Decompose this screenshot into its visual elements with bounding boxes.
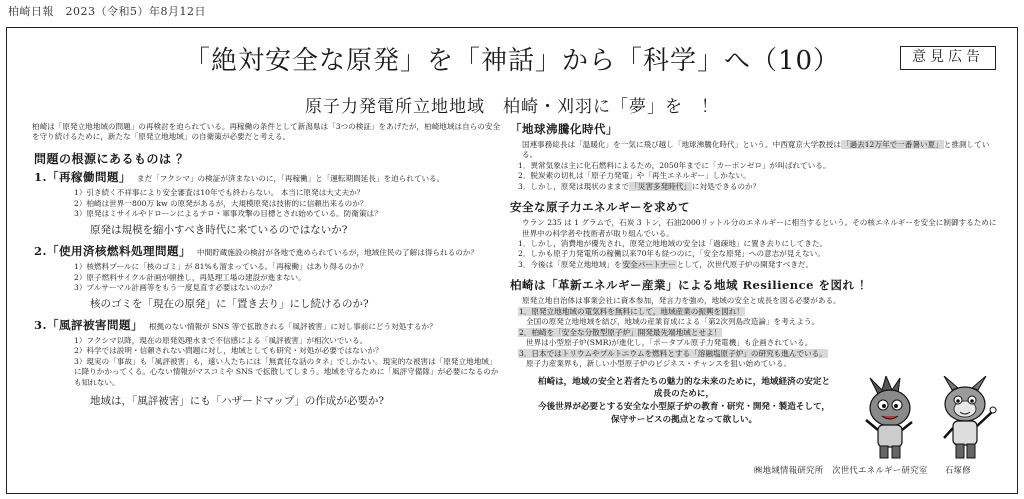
list-item: 全国の原発立地地域を結び，地域の産業育成による「第2次列島改造論」を考えよう。 <box>526 317 820 327</box>
section-conclusion: 地域は，「風評被害」にも「ハザードマップ」の作成が必要か? <box>90 395 384 408</box>
section-title: 1.「再稼働問題」 <box>34 170 132 185</box>
section-title: 「地球沸騰化時代」 <box>510 122 618 136</box>
list-item: 2）科学では説明・信頼されない問題に対し，地域としても研究・対処が必要ではないか？ <box>74 346 383 356</box>
list-item: 1）核燃料プールに「核のゴミ」が 81%も溜まっている。「再稼働」はあり得るのか？ <box>74 262 368 272</box>
closing-line: 今後世界が必要とする安全な小型原子炉の教育・研究・開発・製造そして， <box>537 402 831 413</box>
list-item: 1．しかし，消費地が優先され，原発立地地域の安全は「過疎地」に置き去りにしてきた。 <box>518 239 828 248</box>
main-question-heading: 問題の根源にあるものは ？ <box>34 151 189 166</box>
list-item: 1）フクシマ以降，現在の原発処理水まで不信感による「風評被害」が相次いでいる。 <box>74 335 368 345</box>
list-item: 1）引き続く不祥事により安全審査は10年でも終わらない。 本当に原発は大丈夫か？ <box>74 188 365 198</box>
right-mascot-icon <box>944 376 996 458</box>
highlighted-text: 「災害多発時代」 <box>630 181 691 191</box>
section-lead: 根拠のない情報が SNS 等で拡散される「風評被害」に対し事前にどう対処するか？ <box>149 321 437 331</box>
opinion-ad-badge: 意見広告 <box>900 46 996 70</box>
section-lead: まだ「フクシマ」の検証が済まないのに，「再稼働」と「運転期間延長」を迫られている。 <box>137 174 445 184</box>
list-item: 2．しかも原子力発電所の稼働以来70年も経つのに，「安全な原発」への意志が見えない。 <box>518 249 825 259</box>
section-title: 柏崎は「革新エネルギー産業」による地域 Resilience を図れ ！ <box>510 278 871 293</box>
section-conclusion: 原発は規模を縮小すべき時代に来ているのではないか? <box>90 223 348 236</box>
list-item: 原子力産業界も，新しい小型原子炉のビジネス・チャンスを狙い始めている。 <box>526 359 792 369</box>
newspaper-masthead: 柏崎日報 2023（令和5）年8月12日 <box>8 5 206 18</box>
list-item: 2）柏崎は世界一800万 kw の原発があるが，大規模原発は技術的に信頼出来るのか？ <box>74 198 368 208</box>
closing-line: 柏崎は，地域の安全と若者たちの魅力的な未来のために，地域経済の安定と成長のために， <box>537 376 831 400</box>
closing-line: 保守サービスの拠点となって欲しい。 <box>610 415 758 426</box>
left-column <box>32 122 504 416</box>
paragraph-text: ウラン 235 は 1 グラムで，石炭 3 トン，石油2000リットル分のエネルギーに相当するという。その核エネルギーを安全に制御するために世界中の科学者や技術者が取り組んでいる。 <box>522 218 997 238</box>
highlighted-text: 3．日本ではトリウムやプルトニウムを燃料とする「溶融塩原子炉」の研究も進んでいる。 <box>519 348 827 358</box>
mascot-characters-icon <box>860 376 1006 462</box>
highlighted-text: 安全パートナー <box>622 259 676 269</box>
list-item: 3．しかし，原発は現状のままで「災害多発時代」に対処できるのか？ <box>518 181 761 191</box>
list-item: 1．異常気象は主に化石燃料によるため，2050年までに「カーボンゼロ」が叫ばれている。 <box>518 160 831 170</box>
section-title: 安全な原子力エネルギーを求めて <box>510 200 690 215</box>
left-mascot-icon <box>866 376 912 458</box>
paragraph-text: 国連事務総長は「温暖化」を一気に飛び越し「地球沸騰化時代」という。中西寛京大学教授は <box>522 139 841 149</box>
section-global-boiling <box>510 122 998 192</box>
highlighted-text: 「過去12万年で一番暑い夏」 <box>841 139 943 149</box>
section-title: 2.「使用済核燃料処理問題」 <box>34 244 192 259</box>
ad-subtitle: 原子力発電所立地地域 柏崎・刈羽に「夢」を ！ <box>305 97 719 117</box>
list-item: 2．脱炭素の切札は「原子力発電」や「再生エネルギー」しかない。 <box>518 171 751 181</box>
section-restart <box>32 170 504 237</box>
section-spent-fuel <box>32 244 504 311</box>
section-safe-nuclear <box>510 200 998 270</box>
ad-title: 「絶対安全な原発」を「神話」から「科学」へ（10） <box>183 46 841 76</box>
intro-paragraph: 柏崎は「原発立地地域の問題」の再検討を迫られている。再稼働の条件として新潟県は「3つの検証」をあげたが，柏崎地域は自らの安全を守り続けるために，新たな「原発立地地域」の自衛策が必要だと考える。 <box>32 122 501 142</box>
list-item: 3）現実の「事故」も「風評被害」も，遠い人たちには「無責任な話のタネ」でしかない。現実的な被害は「原発立地地域」に降りかかってくる。心ない情報がマスコミや SNS で拡散してしまう。地域を守るために「風評守備隊」が必要になるのかも知れない。 <box>74 356 499 387</box>
list-item: 3．今後は「原発立地地域」を安全パートナーとして，次世代原子炉の開発すべきだ。 <box>518 259 814 269</box>
section-conclusion: 核のゴミを「現在の原発」に「置き去り」にし続けるのか? <box>90 297 369 310</box>
section-lead: 中間貯蔵施設の検討が各地で進められているが，地域住民の了解は得られるのか？ <box>197 248 478 258</box>
list-item: 3）プルサーマル計画等をもう一度見直す必要はないのか？ <box>74 283 276 293</box>
list-item: 世界は小型原子炉(SMR)が進化し，「ポータブル原子力発電機」も企画されている。 <box>526 338 813 348</box>
highlighted-text: 2．柏崎を「安全な分散型原子炉」開発最先端地域とせよ！ <box>519 327 722 337</box>
paragraph-text: と推測している。 <box>522 139 990 160</box>
list-item: 2）原子燃料サイクル計画が頓挫し，再処理工場の建設が進まない。 <box>74 272 306 282</box>
section-title: 3.「風評被害問題」 <box>34 317 144 332</box>
section-rumor-damage <box>32 318 504 409</box>
paragraph-text: 原発立地自治体は事業会社に資本参加，発言力を強め，地域の安全と成長を図る必要がある。 <box>522 296 841 306</box>
highlighted-text: 1．原発立地地域の電気料を無料にして，地域産業の振興を図れ！ <box>519 306 744 316</box>
closing-statement <box>534 376 834 428</box>
list-item: 3）原発はミサイルやドローンによるテロ・軍事攻撃の目標とされ始めている。防衛策は？ <box>74 209 382 219</box>
author-credit: ㈱地域情報研究所 次世代エネルギー研究室 石塚修 <box>754 465 971 475</box>
